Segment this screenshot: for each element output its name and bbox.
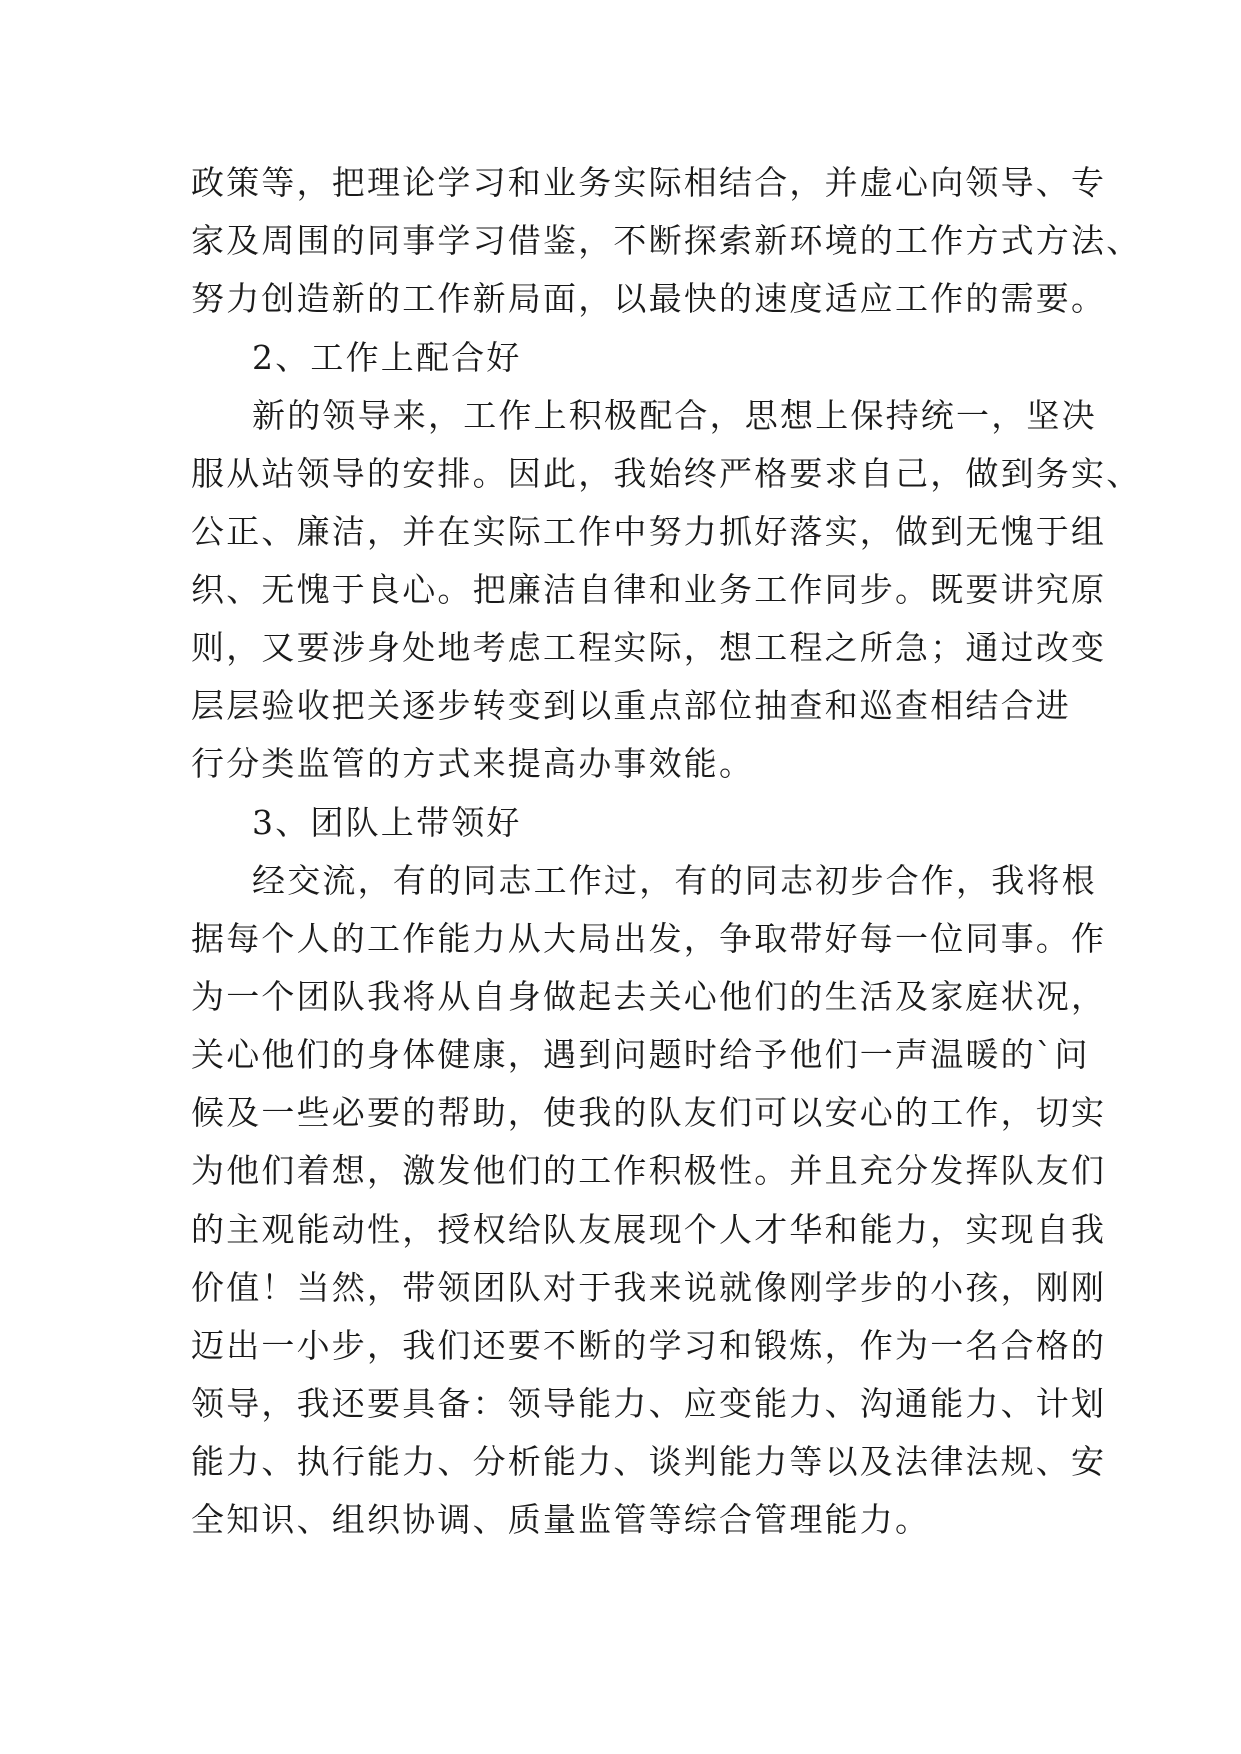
text-line: 据每个人的工作能力从大局出发，争取带好每一位同事。作 — [191, 919, 1107, 958]
text-line: 价值！当然，带领团队对于我来说就像刚学步的小孩，刚刚 — [191, 1268, 1107, 1307]
text-line: 层层验收把关逐步转变到以重点部位抽查和巡查相结合进 — [191, 686, 1071, 725]
text-line: 政策等，把理论学习和业务实际相结合，并虚心向领导、专 — [191, 163, 1107, 202]
text-line: 经交流，有的同志工作过，有的同志初步合作，我将根 — [252, 861, 1097, 900]
text-line: 迈出一小步，我们还要不断的学习和锻炼，作为一名合格的 — [191, 1326, 1107, 1365]
text-line: 候及一些必要的帮助，使我的队友们可以安心的工作，切实 — [191, 1093, 1107, 1132]
text-line: 全知识、组织协调、质量监管等综合管理能力。 — [191, 1500, 931, 1539]
text-line: 公正、廉洁，并在实际工作中努力抓好落实，做到无愧于组 — [191, 512, 1107, 551]
text-line: 织、无愧于良心。把廉洁自律和业务工作同步。既要讲究原 — [191, 570, 1107, 609]
text-line: 服从站领导的安排。因此，我始终严格要求自己，做到务实、 — [191, 454, 1142, 493]
text-line: 能力、执行能力、分析能力、谈判能力等以及法律法规、安 — [191, 1442, 1107, 1481]
text-line: 的主观能动性，授权给队友展现个人才华和能力，实现自我 — [191, 1210, 1107, 1249]
text-line: 为一个团队我将从自身做起去关心他们的生活及家庭状况， — [191, 977, 1107, 1016]
section-heading: 3、团队上带领好 — [252, 803, 522, 842]
text-line: 行分类监管的方式来提高办事效能。 — [191, 744, 755, 783]
section-heading: 2、工作上配合好 — [252, 338, 522, 377]
text-line: 关心他们的身体健康，遇到问题时给予他们一声温暖的`问 — [191, 1035, 1090, 1074]
text-line: 努力创造新的工作新局面，以最快的速度适应工作的需要。 — [191, 279, 1107, 318]
text-line: 为他们着想，激发他们的工作积极性。并且充分发挥队友们 — [191, 1151, 1107, 1190]
text-line: 家及周围的同事学习借鉴，不断探索新环境的工作方式方法、 — [191, 221, 1142, 260]
text-line: 则，又要涉身处地考虑工程实际，想工程之所急；通过改变 — [191, 628, 1107, 667]
text-line: 新的领导来，工作上积极配合，思想上保持统一，坚决 — [252, 396, 1097, 435]
text-line: 领导，我还要具备：领导能力、应变能力、沟通能力、计划 — [191, 1384, 1107, 1423]
